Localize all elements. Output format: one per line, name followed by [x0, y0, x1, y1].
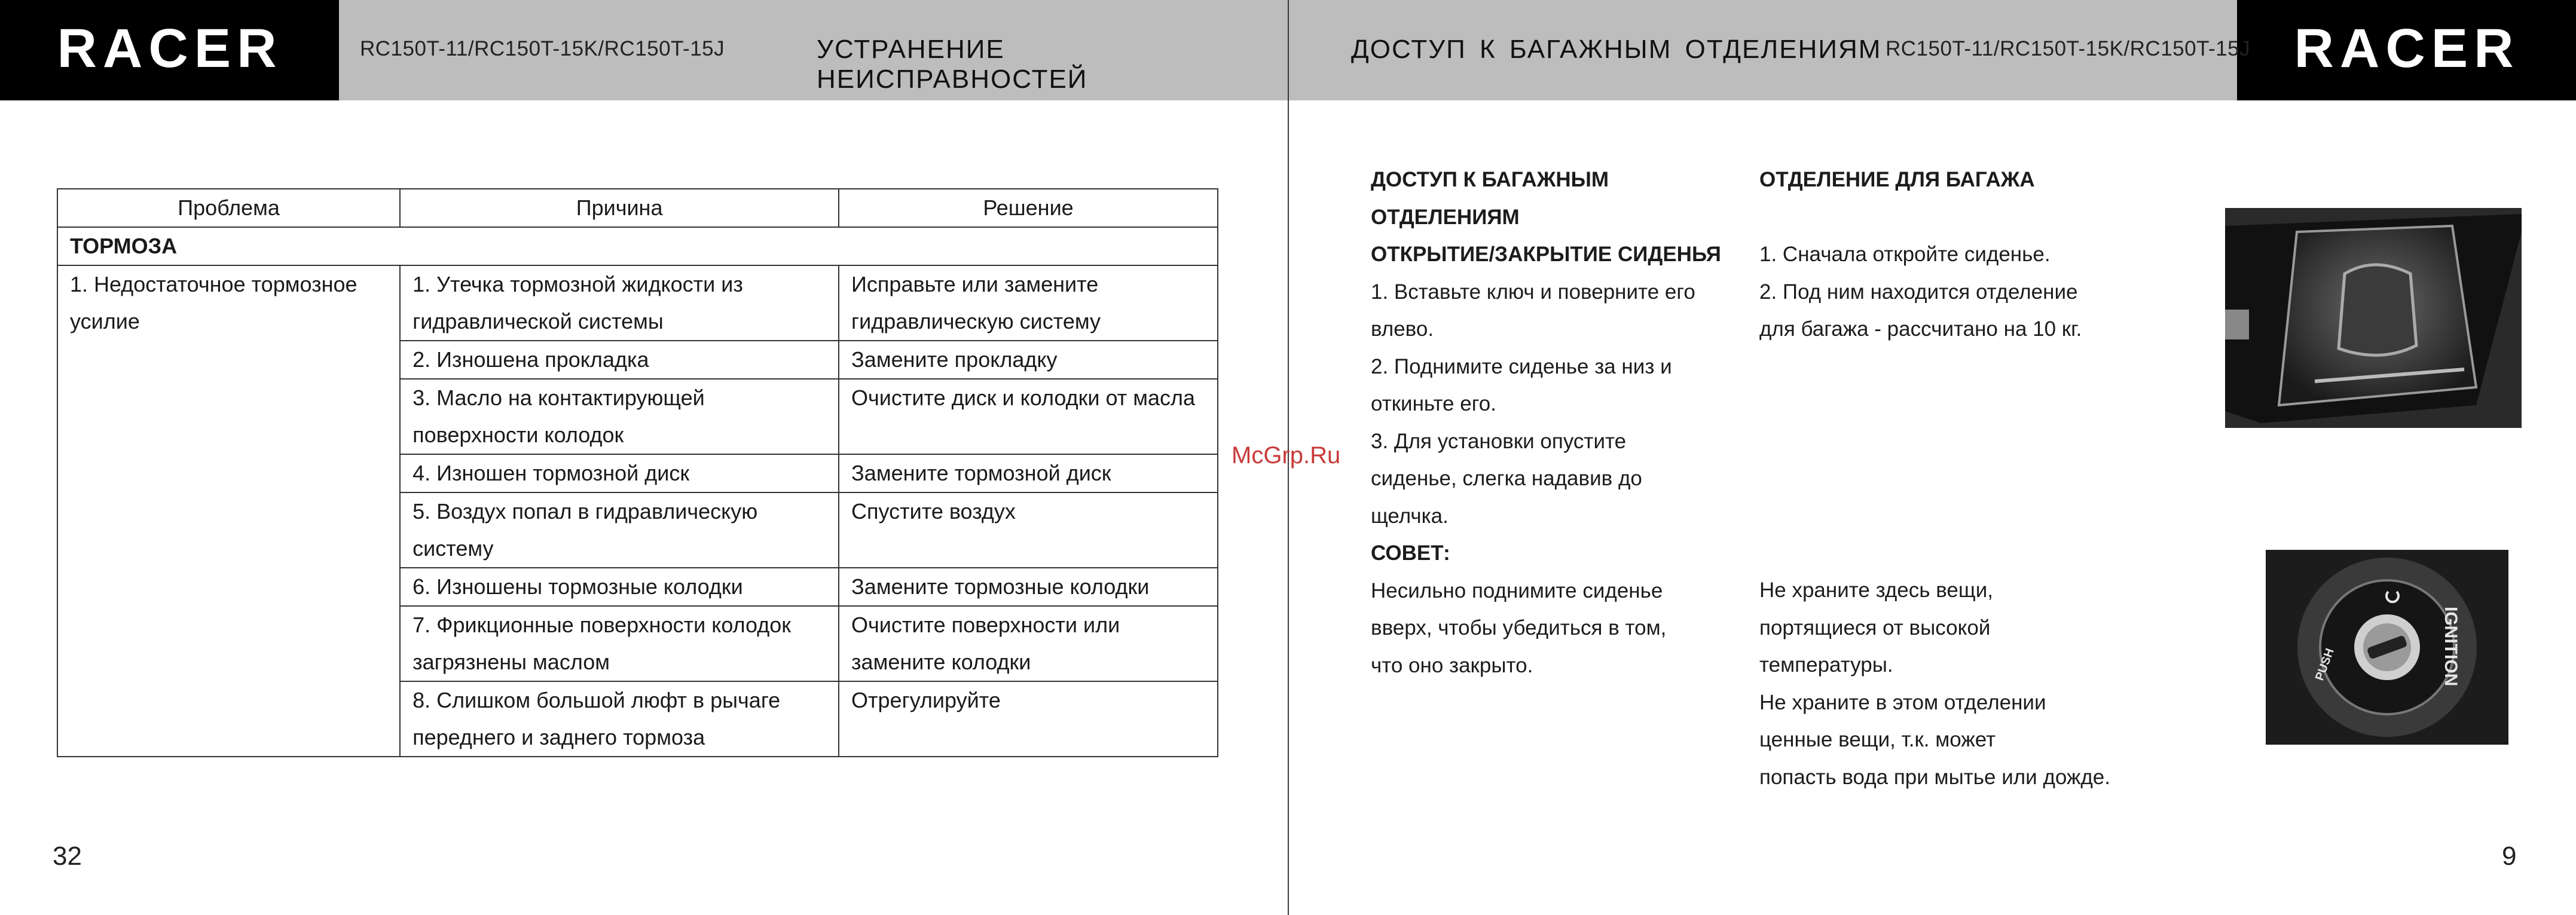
- cause-cell: [400, 379, 839, 454]
- tip-heading: СОВЕТ:: [1371, 541, 1450, 565]
- racer-logo: [32, 26, 307, 74]
- category-row: [57, 227, 1218, 265]
- note-line: попасть вода при мытье или дожде.: [1759, 765, 2110, 789]
- instruction-line: щелчка.: [1371, 504, 1449, 528]
- instruction-line: 3. Для установки опустите: [1371, 429, 1627, 453]
- solution-cell: [839, 681, 1218, 757]
- solution-text: Замените тормозной диск: [851, 461, 1111, 485]
- instruction-line: влево.: [1371, 317, 1434, 341]
- cause-text: загрязнены маслом: [412, 650, 610, 674]
- subheading: ОТКРЫТИЕ/ЗАКРЫТИЕ СИДЕНЬЯ: [1371, 243, 1721, 266]
- cause-text: 8. Слишком большой люфт в рычаге: [412, 688, 781, 712]
- solution-text: Замените прокладку: [851, 347, 1058, 372]
- solution-cell: [839, 568, 1218, 606]
- tip-line: вверх, чтобы убедиться в том,: [1371, 616, 1667, 639]
- cause-text: 2. Изношена прокладка: [412, 347, 649, 372]
- solution-cell: [839, 379, 1218, 454]
- luggage-compartment-photo: [2225, 208, 2522, 428]
- solution-text: Спустите воздух: [851, 499, 1016, 524]
- table-header-row: [57, 189, 1218, 227]
- solution-cell: [839, 454, 1218, 492]
- solution-text: гидравлическую систему: [851, 309, 1101, 333]
- cause-cell: [400, 606, 839, 681]
- cause-cell: [400, 492, 839, 568]
- luggage-warnings: [1759, 572, 2190, 796]
- solution-text: Отрегулируйте: [851, 688, 1001, 712]
- problem-line: 1. Недостаточное тормозное: [70, 272, 357, 296]
- cause-text: 4. Изношен тормозной диск: [412, 461, 690, 485]
- model-label: RC150T-11/RC150T-15K/RC150T-15J: [1886, 37, 2251, 60]
- watermark: McGrp.Ru: [1232, 442, 1341, 469]
- cause-text: 1. Утечка тормозной жидкости из: [412, 272, 743, 296]
- solution-text: Замените тормозные колодки: [851, 574, 1150, 599]
- seat-instructions: [1371, 161, 1753, 684]
- solution-text: Очистите поверхности или: [851, 613, 1120, 637]
- instruction-line: 1. Сначала откройте сиденье.: [1759, 243, 2051, 266]
- column-header-solution: Решение: [839, 189, 1218, 227]
- note-line: температуры.: [1759, 653, 1893, 677]
- ignition-switch-photo: [2266, 550, 2508, 745]
- solution-cell: [839, 341, 1218, 379]
- instruction-line: сиденье, слегка надавив до: [1371, 467, 1642, 490]
- solution-cell: [839, 265, 1218, 341]
- note-line: Не храните здесь вещи,: [1759, 579, 1993, 602]
- column-header-cause: Причина: [400, 189, 839, 227]
- page-number: 9: [2502, 841, 2517, 871]
- racer-logo: [2269, 26, 2544, 74]
- solution-text: замените колодки: [851, 650, 1031, 674]
- solution-text: Исправьте или замените: [851, 272, 1099, 296]
- cause-text: гидравлической системы: [412, 309, 664, 333]
- solution-cell: [839, 492, 1218, 568]
- svg-text:RACER: RACER: [2293, 26, 2520, 74]
- tip-line: Несильно поднимите сиденье: [1371, 579, 1663, 602]
- cause-text: 3. Масло на контактирующей: [412, 385, 705, 410]
- cause-text: поверхности колодок: [412, 423, 624, 447]
- section-heading: ОТДЕЛЕНИЯМ: [1371, 205, 1520, 229]
- cause-cell: [400, 568, 839, 606]
- page-number: 32: [53, 841, 82, 871]
- section-heading: ДОСТУП К БАГАЖНЫМ: [1371, 168, 1609, 191]
- instruction-line: 1. Вставьте ключ и поверните его: [1371, 280, 1695, 304]
- brand-logo-right: [2237, 0, 2576, 100]
- luggage-compartment-text: [1759, 161, 2190, 348]
- instruction-line: 2. Поднимите сиденье за низ и: [1371, 354, 1672, 378]
- instruction-line: откиньте его.: [1371, 392, 1496, 415]
- cause-text: 7. Фрикционные поверхности колодок: [412, 613, 791, 637]
- section-title: УСТРАНЕНИЕ НЕИСПРАВНОСТЕЙ: [817, 35, 1088, 94]
- note-line: портящиеся от высокой: [1759, 616, 1991, 639]
- section-title: ДОСТУП К БАГАЖНЫМ ОТДЕЛЕНИЯМ: [1351, 35, 1882, 64]
- cause-cell: [400, 681, 839, 757]
- problem-line: усилие: [70, 309, 140, 333]
- category-brakes: ТОРМОЗА: [57, 227, 1218, 265]
- column-header-problem: Проблема: [57, 189, 400, 227]
- model-label: RC150T-11/RC150T-15K/RC150T-15J: [360, 37, 725, 60]
- solution-cell: [839, 606, 1218, 681]
- ignition-label: IGNITION: [2441, 607, 2461, 687]
- cause-text: переднего и заднего тормоза: [412, 725, 705, 749]
- note-line: ценные вещи, т.к. может: [1759, 728, 1996, 751]
- solution-text: Очистите диск и колодки от масла: [851, 385, 1196, 410]
- troubleshooting-table: [57, 188, 1218, 757]
- push-label: PUSH: [2313, 646, 2337, 683]
- cause-text: 5. Воздух попал в гидравлическую: [412, 499, 758, 524]
- cause-text: систему: [412, 536, 494, 561]
- instruction-line: 2. Под ним находится отделение: [1759, 280, 2078, 304]
- right-page: [1289, 0, 2576, 915]
- svg-text:RACER: RACER: [56, 26, 283, 74]
- section-heading: ОТДЕЛЕНИЕ ДЛЯ БАГАЖА: [1759, 168, 2035, 191]
- brand-logo-left: [0, 0, 339, 100]
- tip-line: что оно закрыто.: [1371, 653, 1533, 677]
- instruction-line: для багажа - рассчитано на 10 кг.: [1759, 317, 2082, 341]
- note-line: Не храните в этом отделении: [1759, 690, 2046, 714]
- cause-cell: [400, 265, 839, 341]
- table-row: [57, 265, 1218, 341]
- cause-cell: [400, 341, 839, 379]
- problem-cell: [57, 265, 400, 757]
- cause-cell: [400, 454, 839, 492]
- cause-text: 6. Изношены тормозные колодки: [412, 574, 743, 599]
